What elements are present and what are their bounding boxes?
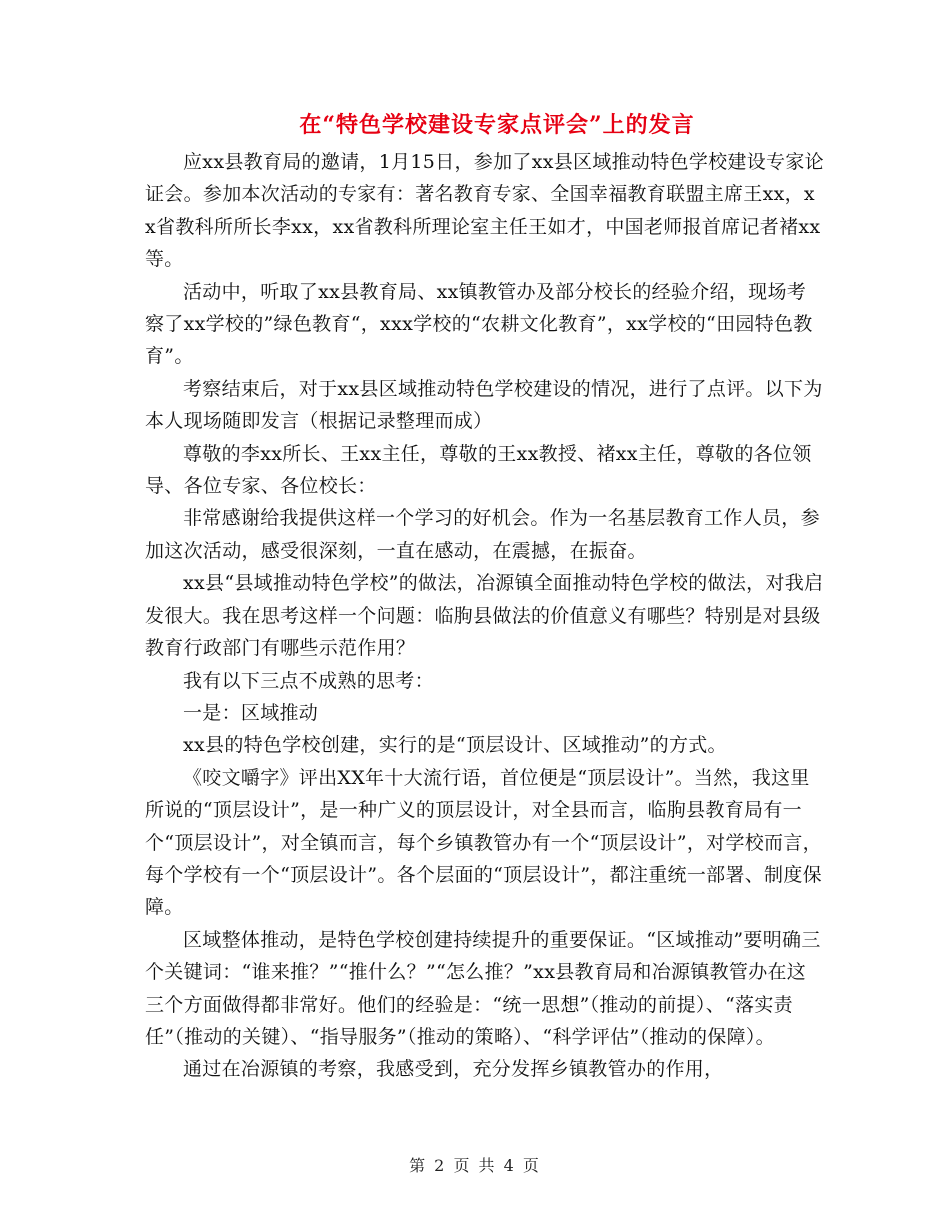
paragraph: 活动中，听取了xx县教育局、xx镇教管办及部分校长的经验介绍，现场考察了xx学校的”绿色教育“，xxx学校的“农耕文化教育”，xx学校的“田园特色教育”。: [145, 280, 813, 368]
paragraph: 考察结束后，对于xx县区域推动特色学校建设的情况，进行了点评。以下为本人现场随即发言（根据记录整理而成）: [145, 377, 823, 433]
paragraph: 应xx县教育局的邀请，1月15日，参加了xx县区域推动特色学校建设专家论证会。参加本次活动的专家有：著名教育专家、全国幸福教育联盟主席王xx，xx省教科所所长李xx，xx省教科所理论室主任王如才，中国老师报首席记者褚xx等。: [145, 151, 824, 271]
paragraph: xx县“县域推动特色学校”的做法，冶源镇全面推动特色学校的做法，对我启发很大。我在思考这样一个问题：临朐县做法的价值意义有哪些？特别是对县级教育行政部门有哪些示范作用？: [145, 572, 824, 660]
paragraph: 通过在冶源镇的考察，我感受到，充分发挥乡镇教管办的作用，: [183, 1058, 724, 1081]
document-title: 在“特色学校建设专家点评会”上的发言: [299, 112, 695, 138]
paragraph: 尊敬的李xx所长、王xx主任，尊敬的王xx教授、褚xx主任，尊敬的各位领导、各位专家、各位校长：: [145, 442, 812, 498]
section-heading: 一是：区域推动: [183, 701, 319, 724]
document-body: [145, 146, 825, 1086]
paragraph: xx县的特色学校创建，实行的是“顶层设计、区域推动”的方式。: [183, 734, 727, 757]
page-footer: [0, 1153, 950, 1176]
paragraph: 非常感谢给我提供这样一个学习的好机会。作为一名基层教育工作人员，参加这次活动，感受很深刻，一直在感动，在震撼，在振奋。: [145, 507, 820, 562]
paragraph: 我有以下三点不成熟的思考：: [183, 669, 434, 692]
paragraph: 《咬文嚼字》评出XX年十大流行语，首位便是“顶层设计”。当然，我这里所说的“顶层设计”，是一种广义的顶层设计，对全县而言，临朐县教育局有一个“顶层设计”，对全镇而言，每个乡镇教管办有一个“顶层设计”，对学校而言，每个学校有一个“顶层设计”。各个层面的“顶层设计”，都注重统一部署、制度保障。: [145, 766, 822, 919]
paragraph: 区域整体推动，是特色学校创建持续提升的重要保证。“区域推动”要明确三个关键词：“谁来推？”“推什么？”“怎么推？”xx县教育局和冶源镇教管办在这三个方面做得都非常好。他们的经验是：“统一思想”（推动的前提）、“落实责任”（推动的关键）、“指导服务”（推动的策略）、“科学评估”（推动的保障）。: [145, 928, 821, 1048]
page-number: 第 2 页 共 4 页: [409, 1156, 541, 1175]
